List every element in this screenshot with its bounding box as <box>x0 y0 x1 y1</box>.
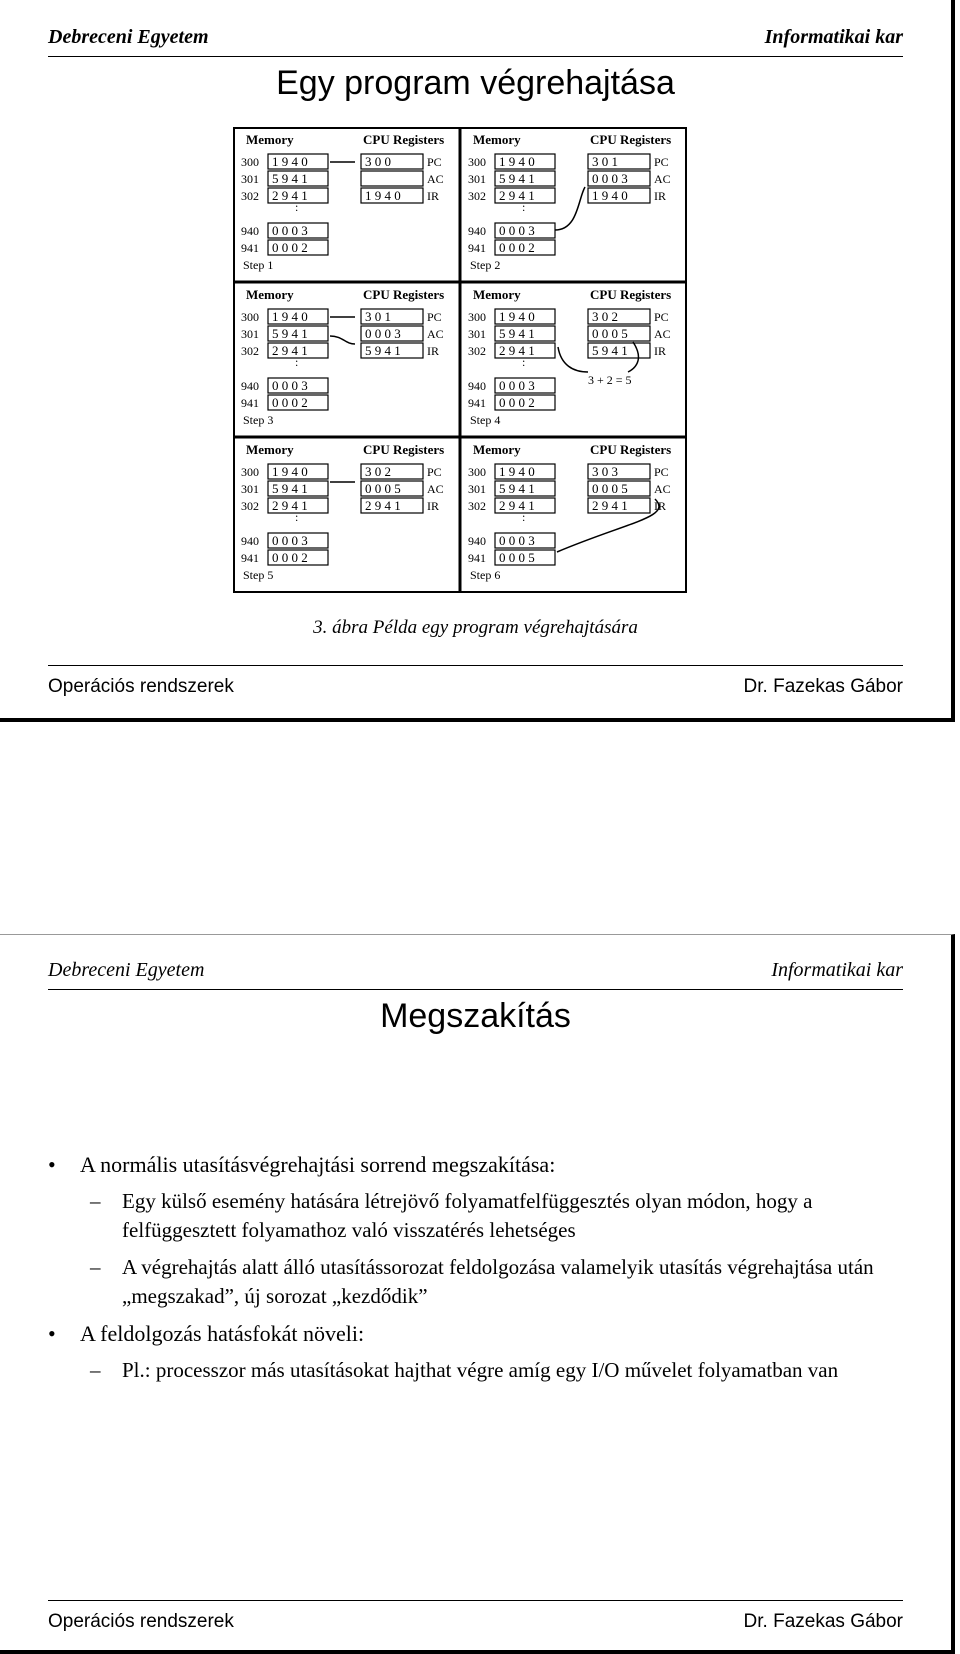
register-value: 3 0 2 <box>592 309 618 324</box>
memory-address: 302 <box>241 344 259 358</box>
cpu-registers-heading: CPU Registers <box>590 287 672 302</box>
memory-value: 2 9 4 1 <box>499 498 535 513</box>
register-name: AC <box>427 172 444 186</box>
memory-address: 301 <box>468 482 486 496</box>
memory-value: 1 9 4 0 <box>499 309 535 324</box>
register-name: IR <box>427 189 439 203</box>
memory-heading: Memory <box>246 132 294 147</box>
memory-value: 0 0 0 2 <box>499 395 535 410</box>
bullet-item: • A normális utasításvégrehajtási sorrend megszakítása: <box>48 1150 911 1179</box>
sub-bullet-item <box>48 1356 911 1385</box>
memory-value: 0 0 0 3 <box>499 378 535 393</box>
ellipsis: : <box>295 200 299 214</box>
slide-footer <box>48 665 903 696</box>
ellipsis: : <box>295 355 299 369</box>
memory-address: 941 <box>241 241 259 255</box>
memory-value: 0 0 0 3 <box>272 533 308 548</box>
program-execution-figure <box>233 127 687 593</box>
ellipsis: : <box>522 200 526 214</box>
memory-address: 300 <box>241 310 259 324</box>
memory-value: 0 0 0 3 <box>272 223 308 238</box>
memory-value: 0 0 0 2 <box>272 240 308 255</box>
sub-bullet-item <box>48 1253 911 1311</box>
dash-marker: – <box>90 1255 101 1279</box>
bullet-list <box>48 1150 911 1393</box>
memory-value: 2 9 4 1 <box>272 498 308 513</box>
register-name: AC <box>654 482 671 496</box>
register-name: AC <box>427 327 444 341</box>
register-value: 0 0 0 3 <box>365 326 401 341</box>
register-name: IR <box>654 189 666 203</box>
step-label: Step 3 <box>243 413 274 427</box>
memory-value: 0 0 0 3 <box>499 533 535 548</box>
figure-caption: 3. ábra Példa egy program végrehajtására <box>313 617 638 638</box>
register-name: PC <box>427 465 442 479</box>
slide-interrupt <box>0 934 955 1654</box>
register-value: 0 0 0 3 <box>592 171 628 186</box>
cpu-registers-heading: CPU Registers <box>363 442 445 457</box>
memory-address: 301 <box>468 172 486 186</box>
step-label: Step 5 <box>243 568 274 582</box>
step-label: Step 1 <box>243 258 274 272</box>
memory-address: 302 <box>241 499 259 513</box>
cpu-registers-heading: CPU Registers <box>590 442 672 457</box>
memory-value: 5 9 4 1 <box>499 171 535 186</box>
register-name: AC <box>654 327 671 341</box>
memory-address: 941 <box>468 396 486 410</box>
memory-address: 301 <box>241 482 259 496</box>
step-label: Step 2 <box>470 258 501 272</box>
register-value: 0 0 0 5 <box>592 326 628 341</box>
register-value: 1 9 4 0 <box>592 188 628 203</box>
memory-value: 2 9 4 1 <box>272 343 308 358</box>
memory-value: 1 9 4 0 <box>499 154 535 169</box>
memory-address: 941 <box>241 551 259 565</box>
footer-course: Operációs rendszerek <box>48 1611 234 1632</box>
register-value: 2 9 4 1 <box>592 498 628 513</box>
memory-value: 0 0 0 2 <box>499 240 535 255</box>
ellipsis: : <box>522 355 526 369</box>
memory-address: 301 <box>241 172 259 186</box>
register-name: IR <box>427 344 439 358</box>
memory-heading: Memory <box>473 132 521 147</box>
memory-address: 941 <box>468 551 486 565</box>
slide-program-execution <box>0 0 955 722</box>
register-cell <box>361 171 423 186</box>
memory-value: 5 9 4 1 <box>272 326 308 341</box>
memory-address: 300 <box>241 155 259 169</box>
memory-value: 5 9 4 1 <box>272 481 308 496</box>
register-value: 5 9 4 1 <box>592 343 628 358</box>
register-name: AC <box>654 172 671 186</box>
register-value: 3 0 0 <box>365 154 391 169</box>
memory-heading: Memory <box>246 287 294 302</box>
register-value: 3 0 2 <box>365 464 391 479</box>
register-name: PC <box>654 155 669 169</box>
register-name: IR <box>654 499 666 513</box>
header-faculty: Informatikai kar <box>764 26 903 48</box>
memory-address: 300 <box>468 310 486 324</box>
memory-address: 302 <box>241 189 259 203</box>
memory-address: 940 <box>468 224 486 238</box>
memory-address: 300 <box>241 465 259 479</box>
register-name: PC <box>654 465 669 479</box>
slide-header <box>48 959 903 990</box>
sub-bullet-item <box>48 1187 911 1245</box>
memory-address: 302 <box>468 189 486 203</box>
slide-footer <box>48 1600 903 1631</box>
header-faculty: Informatikai kar <box>771 959 903 981</box>
register-name: IR <box>654 344 666 358</box>
memory-address: 941 <box>241 396 259 410</box>
memory-value: 1 9 4 0 <box>272 154 308 169</box>
sub-bullet-text: A végrehajtás alatt álló utasítássorozat feldolgozása valamelyik utasítás végrehajtása után „megszakad”, új sorozat „kezdődik” <box>122 1255 874 1308</box>
ellipsis: : <box>295 510 299 524</box>
memory-heading: Memory <box>473 442 521 457</box>
sub-bullet-text: Pl.: processzor más utasításokat hajthat végre amíg egy I/O művelet folyamatban van <box>122 1358 839 1382</box>
memory-value: 2 9 4 1 <box>499 343 535 358</box>
register-value: 5 9 4 1 <box>365 343 401 358</box>
memory-address: 940 <box>241 224 259 238</box>
register-name: AC <box>427 482 444 496</box>
memory-value: 5 9 4 1 <box>499 481 535 496</box>
memory-value: 1 9 4 0 <box>272 309 308 324</box>
memory-value: 2 9 4 1 <box>272 188 308 203</box>
memory-address: 302 <box>468 499 486 513</box>
memory-heading: Memory <box>246 442 294 457</box>
memory-value: 1 9 4 0 <box>272 464 308 479</box>
step-note: 3 + 2 = 5 <box>588 373 632 387</box>
ellipsis: : <box>522 510 526 524</box>
step-label: Step 4 <box>470 413 501 427</box>
memory-value: 5 9 4 1 <box>499 326 535 341</box>
slide-header <box>48 26 903 57</box>
register-name: PC <box>427 155 442 169</box>
footer-course: Operációs rendszerek <box>48 676 234 697</box>
memory-heading: Memory <box>473 287 521 302</box>
memory-value: 0 0 0 2 <box>272 550 308 565</box>
footer-author: Dr. Fazekas Gábor <box>743 676 903 697</box>
memory-value: 2 9 4 1 <box>499 188 535 203</box>
memory-value: 5 9 4 1 <box>272 171 308 186</box>
register-value: 3 0 1 <box>592 154 618 169</box>
dash-marker: – <box>90 1358 101 1382</box>
memory-value: 0 0 0 3 <box>499 223 535 238</box>
memory-value: 0 0 0 3 <box>272 378 308 393</box>
dash-marker: – <box>90 1189 101 1213</box>
memory-address: 940 <box>468 534 486 548</box>
sub-bullet-text: Egy külső esemény hatására létrejövő folyamatfelfüggesztés olyan módon, hogy a felfüggesztett folyamathoz való visszatérés lehetséges <box>122 1189 813 1242</box>
cpu-registers-heading: CPU Registers <box>363 132 445 147</box>
register-value: 0 0 0 5 <box>365 481 401 496</box>
header-university: Debreceni Egyetem <box>48 26 209 48</box>
memory-value: 0 0 0 5 <box>499 550 535 565</box>
register-name: PC <box>427 310 442 324</box>
memory-address: 301 <box>241 327 259 341</box>
cpu-registers-heading: CPU Registers <box>363 287 445 302</box>
register-value: 1 9 4 0 <box>365 188 401 203</box>
memory-address: 300 <box>468 465 486 479</box>
memory-value: 0 0 0 2 <box>272 395 308 410</box>
memory-address: 940 <box>241 379 259 393</box>
header-university: Debreceni Egyetem <box>48 959 205 981</box>
footer-author: Dr. Fazekas Gábor <box>743 1611 903 1632</box>
memory-address: 941 <box>468 241 486 255</box>
slide-title: Egy program végrehajtása <box>276 64 675 102</box>
cpu-registers-heading: CPU Registers <box>590 132 672 147</box>
register-value: 0 0 0 5 <box>592 481 628 496</box>
memory-address: 302 <box>468 344 486 358</box>
register-name: IR <box>427 499 439 513</box>
slide-title: Megszakítás <box>380 997 571 1035</box>
register-name: PC <box>654 310 669 324</box>
memory-address: 301 <box>468 327 486 341</box>
register-value: 2 9 4 1 <box>365 498 401 513</box>
memory-address: 300 <box>468 155 486 169</box>
bullet-item: • A feldolgozás hatásfokát növeli: <box>48 1319 911 1348</box>
step-label: Step 6 <box>470 568 501 582</box>
register-value: 3 0 1 <box>365 309 391 324</box>
register-value: 3 0 3 <box>592 464 618 479</box>
memory-address: 940 <box>468 379 486 393</box>
memory-value: 1 9 4 0 <box>499 464 535 479</box>
memory-address: 940 <box>241 534 259 548</box>
